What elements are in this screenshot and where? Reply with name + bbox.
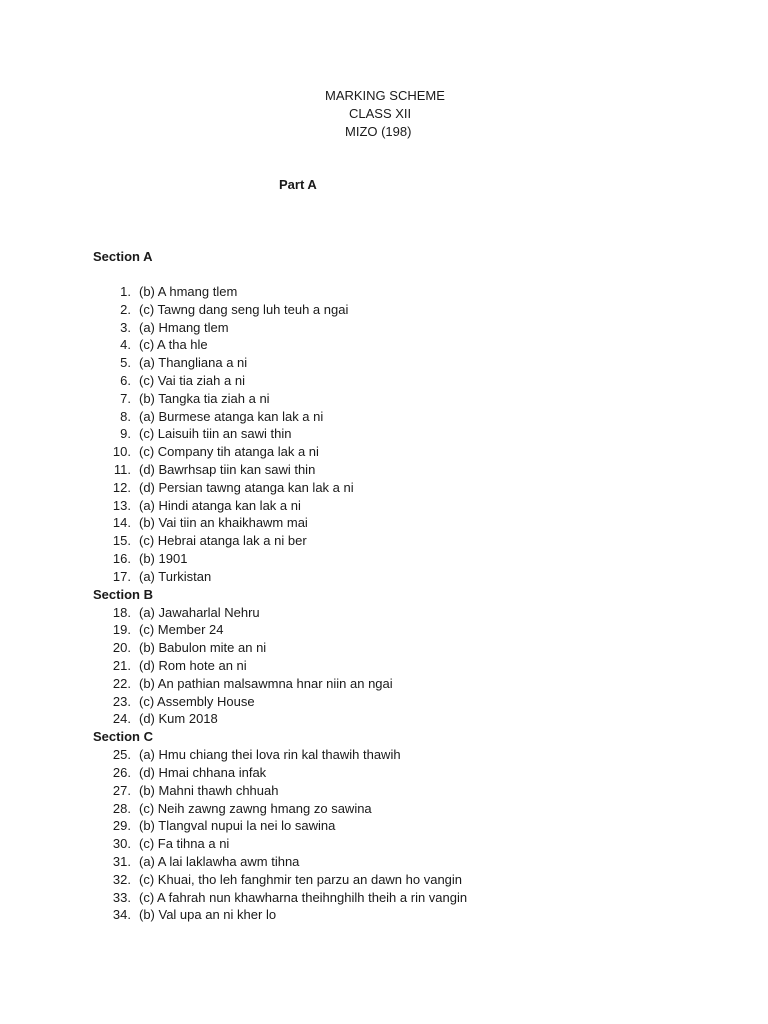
question-number: 2. (120, 301, 131, 317)
answer-item (93, 425, 713, 443)
question-number: 6. (120, 372, 131, 388)
answer-item (93, 497, 713, 515)
question-number: 26. (112, 764, 131, 780)
answer-text: (c) Member 24 (139, 622, 224, 638)
answer-item (93, 390, 713, 408)
subject-label: MIZO (198) (345, 124, 412, 139)
answer-item (93, 782, 713, 800)
question-number: 20. (112, 640, 131, 656)
answer-item (93, 657, 713, 675)
answer-item (93, 906, 713, 924)
answer-text: (d) Persian tawng atanga kan lak a ni (139, 479, 354, 495)
question-number: 14. (112, 515, 131, 531)
answer-text: (a) Thangliana a ni (139, 355, 248, 371)
question-number: 11. (113, 461, 131, 477)
answer-item (93, 354, 713, 372)
answer-text: (a) Jawaharlal Nehru (139, 604, 260, 620)
question-number: 17. (112, 568, 131, 584)
answer-text: (a) Hindi atanga kan lak a ni (139, 497, 301, 513)
answer-item (93, 514, 713, 532)
answer-text: (d) Bawrhsap tiin kan sawi thin (139, 461, 316, 477)
question-number: 3. (120, 319, 131, 335)
answer-item (93, 479, 713, 497)
answer-text: (c) Laisuih tiin an sawi thin (139, 426, 292, 442)
answer-list (93, 746, 713, 924)
answer-text: (b) An pathian malsawmna hnar niin an ngai (139, 675, 393, 691)
answer-text: (c) Company tih atanga lak a ni (139, 444, 319, 460)
answer-text: (c) Neih zawng zawng hmang zo sawina (139, 800, 372, 816)
answer-text: (b) Vai tiin an khaikhawm mai (139, 515, 308, 531)
question-number: 5. (120, 355, 131, 371)
answer-item (93, 532, 713, 550)
question-number: 9. (120, 426, 131, 442)
question-number: 28. (112, 800, 131, 816)
answer-item (93, 336, 713, 354)
answer-item (93, 817, 713, 835)
answer-text: (c) A fahrah nun khawharna theihnghilh theih a rin vangin (139, 889, 468, 905)
part-heading: Part A (279, 177, 317, 192)
question-number: 34. (112, 907, 131, 923)
answer-item (93, 372, 713, 390)
answer-list (93, 283, 713, 586)
question-number: 15. (112, 533, 131, 549)
answer-list (93, 604, 713, 729)
question-number: 30. (112, 836, 131, 852)
answer-item (93, 568, 713, 586)
question-number: 4. (120, 337, 131, 353)
answer-item (93, 319, 713, 337)
answer-text: (c) Assembly House (139, 693, 255, 709)
answer-item (93, 835, 713, 853)
answer-text: (b) 1901 (139, 550, 188, 566)
answer-item (93, 604, 713, 622)
answer-item (93, 693, 713, 711)
answer-text: (b) Mahni thawh chhuah (139, 782, 279, 798)
answer-text: (c) A tha hle (139, 337, 208, 353)
answer-text: (b) Babulon mite an ni (139, 640, 267, 656)
answer-text: (d) Rom hote an ni (139, 657, 247, 673)
answer-item (93, 710, 713, 728)
question-number: 23. (112, 693, 131, 709)
answer-content (93, 248, 713, 924)
answer-text: (d) Hmai chhana infak (139, 764, 267, 780)
answer-text: (b) Val upa an ni kher lo (139, 907, 277, 923)
answer-text: (c) Khuai, tho leh fanghmir ten parzu an dawn ho vangin (139, 871, 463, 887)
section-heading: Section B (93, 586, 153, 602)
answer-text: (b) A hmang tlem (139, 284, 238, 299)
answer-text: (a) Burmese atanga kan lak a ni (139, 408, 324, 424)
answer-item (93, 889, 713, 907)
answer-text: (c) Vai tia ziah a ni (139, 372, 245, 388)
answer-item (93, 443, 713, 461)
answer-text: (b) Tlangval nupui la nei lo sawina (139, 818, 336, 834)
question-number: 21. (112, 657, 131, 673)
answer-item (93, 408, 713, 426)
question-number: 25. (112, 747, 131, 763)
answer-item (93, 800, 713, 818)
answer-item (93, 639, 713, 657)
answer-item (93, 871, 713, 889)
question-number: 22. (112, 675, 131, 691)
answer-text: (a) Hmang tlem (139, 319, 229, 335)
question-number: 31. (112, 853, 131, 869)
answer-item (93, 764, 713, 782)
section-heading: Section A (93, 249, 153, 264)
answer-item (93, 283, 713, 301)
answer-text: (c) Fa tihna a ni (139, 836, 230, 852)
document-title: MARKING SCHEME (325, 88, 445, 103)
answer-text: (c) Hebrai atanga lak a ni ber (139, 533, 307, 549)
question-number: 12. (112, 479, 131, 495)
question-number: 7. (120, 390, 131, 406)
answer-text: (a) Turkistan (139, 568, 212, 584)
question-number: 27. (112, 782, 131, 798)
question-number: 33. (112, 889, 131, 905)
question-number: 10. (112, 444, 131, 460)
answer-text: (c) Tawng dang seng luh teuh a ngai (139, 301, 349, 317)
question-number: 13. (112, 497, 131, 513)
answer-item (93, 461, 713, 479)
question-number: 29. (112, 818, 131, 834)
question-number: 32. (112, 871, 131, 887)
question-number: 8. (120, 408, 131, 424)
section-heading: Section C (93, 729, 153, 745)
answer-text: (a) A lai laklawha awm tihna (139, 853, 300, 869)
answer-item (93, 301, 713, 319)
answer-item (93, 853, 713, 871)
answer-item (93, 675, 713, 693)
answer-item (93, 746, 713, 764)
class-label: CLASS XII (349, 106, 412, 121)
answer-item (93, 621, 713, 639)
answer-item (93, 550, 713, 568)
question-number: 16. (112, 550, 131, 566)
question-number: 19. (112, 622, 131, 638)
question-number: 18. (112, 604, 131, 620)
answer-text: (b) Tangka tia ziah a ni (139, 390, 270, 406)
question-number: 24. (112, 711, 131, 727)
answer-text: (a) Hmu chiang thei lova rin kal thawih thawih (139, 747, 401, 763)
answer-text: (d) Kum 2018 (139, 711, 218, 727)
question-number: 1. (120, 284, 131, 299)
